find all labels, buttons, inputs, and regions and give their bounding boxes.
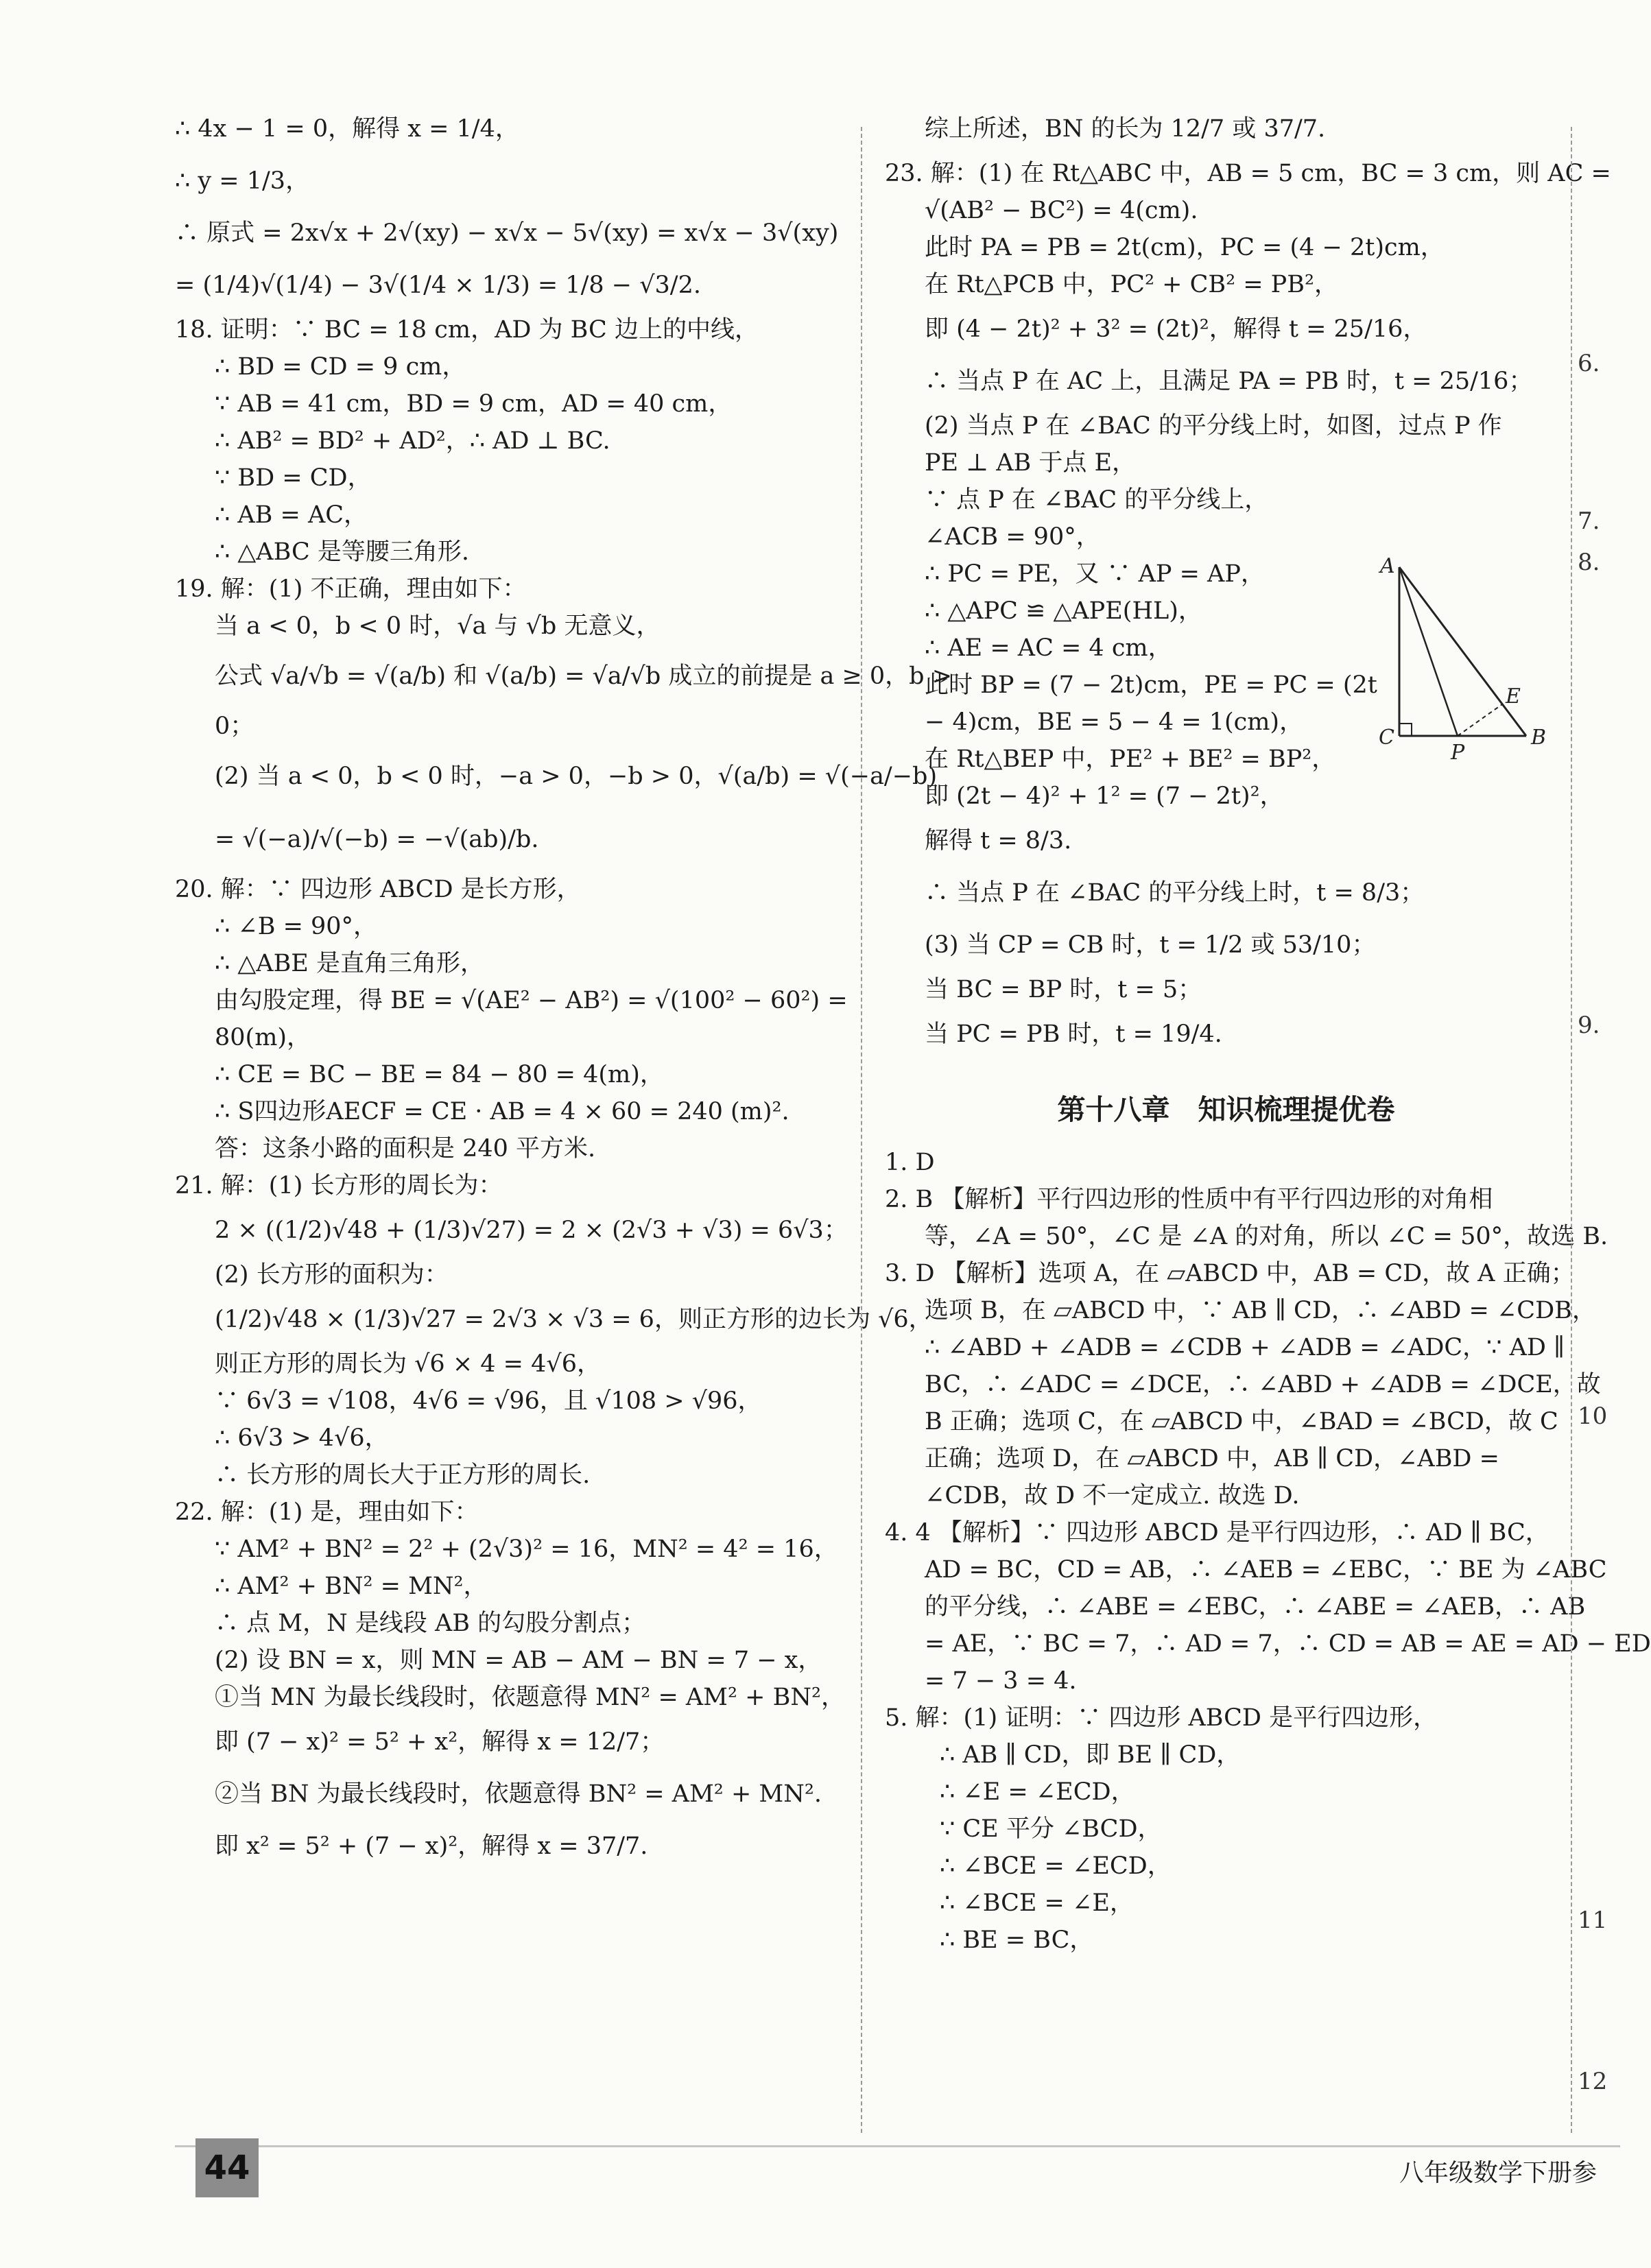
text-line: B 正确；选项 C，在 ▱ABCD 中，∠BAD = ∠BCD，故 C [925,1408,1558,1435]
text-line: ∵ 6√3 = √108，4√6 = √96，且 √108 > √96， [215,1387,762,1415]
text-line: (2) 设 BN = x，则 MN = AB − AM − BN = 7 − x， [215,1647,822,1674]
text-line: ∴ AB ∥ CD，即 BE ∥ CD， [940,1741,1241,1769]
text-line: ∴ 原式 = 2x√x + 2√(xy) − x√x − 5√(xy) = x√x − 3√(xy) [175,219,839,247]
edge-number: 7. [1578,508,1600,535]
edge-number: 11 [1578,1907,1608,1934]
text-line: = √(−a)/√(−b) = −√(ab)/b. [215,826,539,853]
text-line: 2. B 【解析】平行四边形的性质中有平行四边形的对角相 [885,1186,1493,1213]
text-line: ∴ 当点 P 在 ∠BAC 的平分线上时，t = 8/3； [925,879,1425,907]
text-line: ∴ ∠B = 90°， [215,913,378,940]
text-line: ∴ BD = CD = 9 cm， [215,353,466,381]
text-line: 由勾股定理，得 BE = √(AE² − AB²) = √(100² − 60²) = [215,987,848,1014]
text-line: ∴ △ABC 是等腰三角形. [215,538,469,566]
text-line: 在 Rt△PCB 中，PC² + CB² = PB²， [925,271,1338,298]
text-line: 即 (2t − 4)² + 1² = (7 − 2t)²， [925,783,1284,810]
text-line: (3) 当 CP = CB 时，t = 1/2 或 53/10； [925,931,1376,959]
right-angle-mark [1399,724,1412,736]
text-line: 的平分线，∴ ∠ABE = ∠EBC，∴ ∠ABE = ∠AEB，∴ AB [925,1593,1586,1621]
text-line: = AE，∵ BC = 7，∴ AD = 7，∴ CD = AB = AE = AD − ED [925,1630,1651,1658]
text-line: 3. D 【解析】选项 A，在 ▱ABCD 中，AB = CD，故 A 正确； [885,1260,1575,1287]
text-line: ∴ AE = AC = 4 cm， [925,634,1172,662]
text-line: 当 PC = PB 时，t = 19/4. [925,1020,1222,1048]
text-line: ∴ AB² = BD² + AD²，∴ AD ⊥ BC. [215,427,610,455]
page-number: 44 [195,2138,259,2197]
text-line: 正确；选项 D，在 ▱ABCD 中，AB ∥ CD，∠ABD = [925,1445,1499,1472]
text-line: 等，∠A = 50°，∠C 是 ∠A 的对角，所以 ∠C = 50°，故选 B. [925,1223,1608,1250]
text-line: ②当 BN 为最长线段时，依题意得 BN² = AM² + MN². [215,1780,822,1808]
text-line: = (1/4)√(1/4) − 3√(1/4 × 1/3) = 1/8 − √3/2. [175,272,701,299]
text-line: ∠CDB，故 D 不一定成立. 故选 D. [925,1482,1300,1509]
text-line: 1. D [885,1149,935,1176]
segment-pe [1458,704,1502,736]
text-line: 此时 BP = (7 − 2t)cm，PE = PC = (2t [925,671,1377,699]
text-line: (2) 当点 P 在 ∠BAC 的平分线上时，如图，过点 P 作 [925,412,1502,440]
label-b: B [1531,726,1547,750]
text-line: 22. 解：(1) 是，理由如下： [175,1499,479,1526]
text-line: 2 × ((1/2)√48 + (1/3)√27) = 2 × (2√3 + √3) = 6√3； [215,1217,848,1244]
label-a: A [1380,554,1395,578]
text-line: ∴ ∠BCE = ∠ECD， [940,1852,1172,1880]
label-e: E [1506,684,1521,708]
text-line: AD = BC，CD = AB，∴ ∠AEB = ∠EBC，∵ BE 为 ∠ABC [925,1556,1607,1584]
label-p: P [1451,741,1465,765]
text-line: ∴ 4x − 1 = 0，解得 x = 1/4， [175,115,519,143]
text-line: 综上所述，BN 的长为 12/7 或 37/7. [925,115,1326,143]
column-divider [861,127,862,2133]
text-line: 公式 √a/√b = √(a/b) 和 √(a/b) = √a/√b 成立的前提是 a ≥ 0，b > [215,663,953,690]
edge-number: 9. [1578,1012,1600,1039]
text-line: PE ⊥ AB 于点 E， [925,449,1137,477]
label-c: C [1379,726,1394,750]
text-line: (1/2)√48 × (1/3)√27 = 2√3 × √3 = 6，则正方形的边长为 √6， [215,1306,933,1333]
text-line: √(AB² − BC²) = 4(cm). [925,197,1198,224]
text-line: ①当 MN 为最长线段时，依题意得 MN² = AM² + BN²， [215,1684,846,1711]
text-line: ∠ACB = 90°， [925,523,1100,551]
text-line: (2) 长方形的面积为： [215,1261,449,1289]
chapter-title: 第十八章 知识梳理提优卷 [1057,1093,1395,1126]
text-line: ∴ 长方形的周长大于正方形的周长. [215,1461,591,1489]
text-line: ∵ AM² + BN² = 2² + (2√3)² = 16，MN² = 4² = 16， [215,1536,838,1563]
text-line: 在 Rt△BEP 中，PE² + BE² = BP²， [925,745,1336,773]
text-line: 4. 4 【解析】∵ 四边形 ABCD 是平行四边形，∴ AD ∥ BC， [885,1519,1549,1547]
text-line: 0； [215,713,254,740]
text-line: 选项 B，在 ▱ABCD 中，∵ AB ∥ CD，∴ ∠ABD = ∠CDB， [925,1297,1596,1324]
text-line: 19. 解：(1) 不正确，理由如下： [175,575,527,603]
text-line: 则正方形的周长为 √6 × 4 = 4√6， [215,1350,601,1378]
text-line: 20. 解：∵ 四边形 ABCD 是长方形， [175,876,581,903]
text-line: 21. 解：(1) 长方形的周长为： [175,1172,503,1199]
text-line: ∴ AB = AC， [215,501,368,529]
text-line: ∴ △APC ≌ △APE(HL)， [925,597,1202,625]
text-line: 解得 t = 8/3. [925,827,1072,855]
text-line: ∴ PC = PE，又 ∵ AP = AP， [925,560,1265,588]
edge-number: 10 [1578,1402,1608,1430]
text-line: (2) 当 a < 0，b < 0 时，−a > 0，−b > 0，√(a/b) = √(−a/−b) [215,763,938,790]
text-line: 此时 PA = PB = 2t(cm)，PC = (4 − 2t)cm， [925,234,1445,261]
text-line: ∴ S四边形AECF = CE · AB = 4 × 60 = 240 (m)². [215,1098,789,1125]
text-line: ∴ AM² + BN² = MN²， [215,1573,488,1600]
text-line: ∵ BD = CD， [215,464,372,492]
edge-number: 8. [1578,549,1600,576]
text-line: 答：这条小路的面积是 240 平方米. [215,1135,596,1162]
text-line: ∴ 点 M，N 是线段 AB 的勾股分割点； [215,1610,646,1637]
text-line: = 7 − 3 = 4. [925,1667,1077,1695]
text-line: 80(m)， [215,1024,311,1051]
edge-divider [1571,127,1572,2133]
triangle-figure [1372,554,1547,765]
text-line: ∴ BE = BC， [940,1926,1094,1954]
text-line: ∵ CE 平分 ∠BCD， [940,1815,1162,1843]
segment-ab [1399,567,1526,736]
text-line: 即 (4 − 2t)² + 3² = (2t)²，解得 t = 25/16， [925,315,1427,343]
text-line: ∵ 点 P 在 ∠BAC 的平分线上， [925,486,1269,514]
text-line: 即 x² = 5² + (7 − x)²，解得 x = 37/7. [215,1833,648,1860]
text-line: − 4)cm，BE = 5 − 4 = 1(cm)， [925,708,1304,736]
edge-number: 12 [1578,2068,1608,2095]
text-line: 18. 证明：∵ BC = 18 cm，AD 为 BC 边上的中线， [175,316,759,344]
text-line: ∴ y = 1/3， [175,167,310,195]
segment-ap [1399,567,1458,736]
edge-number: 6. [1578,350,1600,377]
footer-line [175,2145,1620,2147]
text-line: ∴ △ABE 是直角三角形， [215,950,484,977]
text-line: ∴ ∠ABD + ∠ADB = ∠CDB + ∠ADB = ∠ADC，∵ AD ∥ [925,1334,1565,1361]
text-line: 5. 解：(1) 证明：∵ 四边形 ABCD 是平行四边形， [885,1704,1438,1732]
text-line: 当 BC = BP 时，t = 5； [925,976,1202,1003]
text-line: 23. 解：(1) 在 Rt△ABC 中，AB = 5 cm，BC = 3 cm，则 AC = [885,160,1611,187]
text-line: ∴ 6√3 > 4√6， [215,1424,389,1452]
text-line: BC，∴ ∠ADC = ∠DCE，∴ ∠ABD + ∠ADB = ∠DCE，故 [925,1371,1601,1398]
text-line: ∴ ∠E = ∠ECD， [940,1778,1135,1806]
text-line: 当 a < 0，b < 0 时，√a 与 √b 无意义， [215,612,661,640]
text-line: ∴ ∠BCE = ∠E， [940,1889,1134,1917]
text-line: ∵ AB = 41 cm，BD = 9 cm，AD = 40 cm， [215,390,733,418]
footer-book-title: 八年级数学下册参 [1399,2159,1597,2187]
text-line: 即 (7 − x)² = 5² + x²，解得 x = 12/7； [215,1728,665,1756]
text-line: ∴ 当点 P 在 AC 上，且满足 PA = PB 时，t = 25/16； [925,368,1533,395]
text-line: ∴ CE = BC − BE = 84 − 80 = 4(m)， [215,1061,664,1088]
